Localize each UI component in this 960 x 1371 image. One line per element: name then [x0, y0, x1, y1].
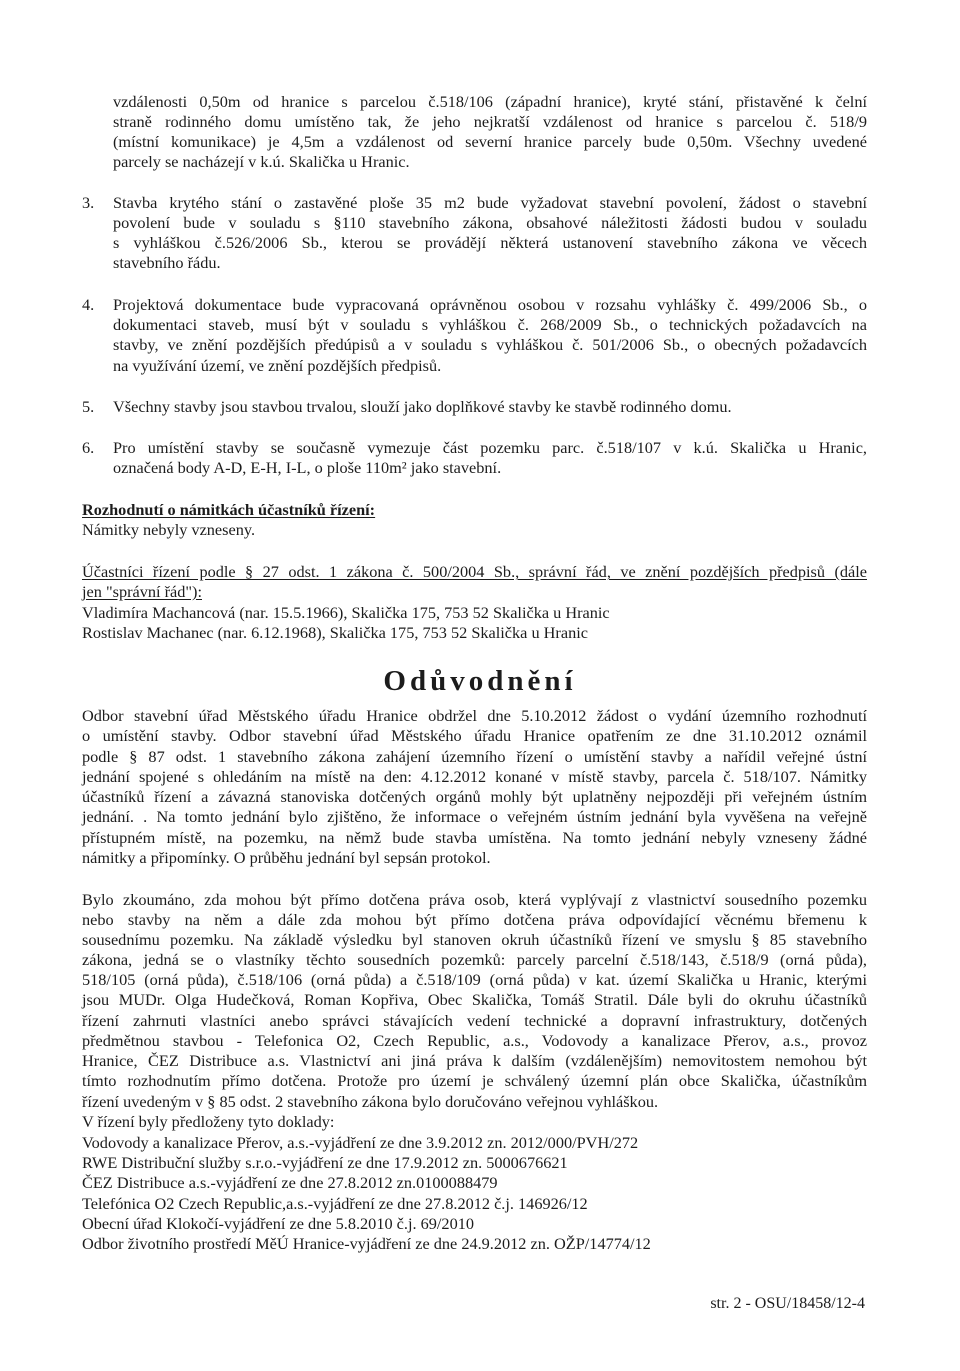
condition-line: Stavba krytého stání o zastavěné ploše 35 m2 bude vyžadovat stavební povolení, žádost o stavební [113, 193, 867, 212]
reasoning-line: řízení uvedeným v § 85 odst. 2 stavebního zákona bylo doručováno veřejnou vyhláškou. [82, 1092, 659, 1111]
reasoning-line: o umístění stavby. Odbor stavební úřad Městského úřadu Hranice opatřením ze dne 31.10.2012 oznámil [82, 726, 867, 745]
condition-line: s vyhláškou č.526/2006 Sb., kterou se provádějí některá ustanovení stavebního zákona ve věcech [113, 233, 867, 252]
reasoning-line: účastníků řízení a závazná stanoviska dotčených orgánů mohly být uplatněny nejpozději při veřejném ústním [82, 787, 867, 806]
reasoning-line: sousednímu pozemku. Na základě výsledku byl stanoven okruh účastníků řízení ve smyslu § 85 stavebního [82, 930, 867, 949]
objections-heading: Rozhodnutí o námitkách účastníků řízení: [82, 500, 376, 519]
participant-item: Rostislav Machanec (nar. 6.12.1968), Skalička 175, 753 52 Skalička u Hranic [82, 623, 588, 642]
reasoning-line: tímto rozhodnutím přímo dotčena. Protože pro území je schválený územní plán obce Skalička, účastníkům [82, 1071, 867, 1090]
reasoning-line: Hranice, ČEZ Distribuce a.s. Vlastnictví ani jiná práva k dalším (vzdálenějším) nemovitostem nemohou být [82, 1051, 867, 1070]
condition-line: označená body A-D, E-H, I-L, o ploše 110m² jako stavební. [113, 458, 502, 477]
condition-number: 4. [82, 295, 95, 314]
participant-item: Vladimíra Machancová (nar. 15.5.1966), Skalička 175, 753 52 Skalička u Hranic [82, 603, 610, 622]
intro-line: (místní komunikace) je 4,5m a vzdálenost od severní hranice parcely bude 0,50m. Všechny uvedené [113, 132, 867, 151]
reasoning-line: zákona, jedná se o vlastníky těchto sousedních pozemků: parcely parcelní č.518/143, č.518/9 (orná půda), [82, 950, 867, 969]
condition-line: Všechny stavby jsou stavbou trvalou, slouží jako doplňkové stavby ke stavbě rodinného domu. [113, 397, 732, 416]
condition-number: 3. [82, 193, 95, 212]
document-item: Obecní úřad Klokočí-vyjádření ze dne 5.8.2010 č.j. 69/2010 [82, 1214, 474, 1233]
condition-line: stavby, ve znění pozdějších předúpisů a v souladu s vyhláškou č. 501/2006 Sb., o obecných požadavcích [113, 335, 867, 354]
condition-line: Pro umístění stavby se současně vymezuje část pozemku parc. č.518/107 v k.ú. Skalička u Hranic, [113, 438, 867, 457]
condition-line: povolení bude v souladu s §110 stavebního zákona, obsahové náležitosti žádosti budou v souladu [113, 213, 867, 232]
reasoning-line: předmětnou stavbou - Telefonica O2, Czech Republic, a.s., Vodovody a kanalizace Přerov, a.s., provoz [82, 1031, 867, 1050]
intro-line: parcely se nacházejí v k.ú. Skalička u Hranic. [113, 152, 410, 171]
condition-line: Projektová dokumentace bude vypracovaná oprávněnou osobou v rozsahu vyhlášky č. 499/2006 Sb., o [113, 295, 867, 314]
condition-line: stavebního řádu. [113, 253, 221, 272]
reasoning-line: nebo stavby na něm a dále zda mohou být přímo dotčena práva odpovídající věcnému břemenu k [82, 910, 867, 929]
section-title: Odůvodnění [383, 665, 577, 697]
reasoning-line: jednání. . Na tomto jednání bylo zjištěno, že informace o veřejném ústním jednání byla vyvěšena na veřejně [82, 807, 867, 826]
intro-line: vzdálenosti 0,50m od hranice s parcelou č.518/106 (západní hranice), kryté stání, přistavěné k čelní [113, 92, 867, 111]
reasoning-line: námitky a připomínky. O průběhu jednání byl sepsán protokol. [82, 848, 491, 867]
intro-line: straně rodinného domu umístěno tak, že jeho nejkratší vzdálenost od hranice s parcelou č. 518/9 [113, 112, 867, 131]
documents-intro: V řízení byly předloženy tyto doklady: [82, 1112, 335, 1131]
participants-heading: Účastníci řízení podle § 27 odst. 1 zákona č. 500/2004 Sb., správní řád, ve znění pozdějších předpisů (dále [82, 562, 867, 581]
reasoning-line: 518/105 (orná půda), č.518/106 (orná půda) a č.518/109 (orná půda) v kat. území Skalička u Hranic, kterými [82, 970, 867, 989]
reasoning-line: Odbor stavební úřad Městského úřadu Hranice obdržel dne 5.10.2012 žádost o vydání územního rozhodnutí [82, 706, 867, 725]
document-item: Odbor životního prostředí MěÚ Hranice-vyjádření ze dne 24.9.2012 zn. OŽP/14774/12 [82, 1234, 651, 1253]
condition-line: na využívání území, ve znění pozdějších předpisů. [113, 356, 442, 375]
reasoning-line: podle § 87 odst. 1 stavebního zákona zahájení územního řízení o umístění stavby a nařídil veřejné ústní [82, 747, 867, 766]
document-item: RWE Distribuční služby s.r.o.-vyjádření ze dne 17.9.2012 zn. 5000676621 [82, 1153, 568, 1172]
reasoning-line: Bylo zkoumáno, zda mohou být přímo dotčena práva osob, která vyplývají z vlastnictví sousedního pozemku [82, 890, 867, 909]
document-item: Telefónica O2 Czech Republic,a.s.-vyjádření ze dne 27.8.2012 č.j. 146926/12 [82, 1194, 588, 1213]
reasoning-line: řízení zahrnuti vlastníci anebo správci stávajících vedení technické a dopravní infrastruktury, dotčených [82, 1011, 867, 1030]
objections-text: Námitky nebyly vzneseny. [82, 520, 256, 539]
reasoning-line: jednání spojené s ohledáním na místě na den: 4.12.2012 konané v místě stavby, parcela č. 518/107. Námitky [82, 767, 867, 786]
reasoning-line: přístupném místě, na pozemku, na němž bude stavba umístěna. Na tomto jednání nebyly vzneseny žádné [82, 828, 867, 847]
participants-heading: jen "správní řád"): [82, 582, 202, 601]
document-item: Vodovody a kanalizace Přerov, a.s.-vyjádření ze dne 3.9.2012 zn. 2012/000/PVH/272 [82, 1133, 639, 1152]
condition-number: 6. [82, 438, 95, 457]
page-footer: str. 2 - OSU/18458/12-4 [710, 1295, 865, 1312]
condition-number: 5. [82, 397, 95, 416]
condition-line: dokumentaci staveb, musí být v souladu s vyhláškou č. 268/2009 Sb., o technických požadavcích na [113, 315, 867, 334]
reasoning-line: jsou MUDr. Olga Hudečková, Roman Kopřiva, Obec Skalička, Tomáš Stratil. Dále byli do okruhu účastníků [82, 990, 867, 1009]
document-item: ČEZ Distribuce a.s.-vyjádření ze dne 27.8.2012 zn.0100088479 [82, 1173, 498, 1192]
